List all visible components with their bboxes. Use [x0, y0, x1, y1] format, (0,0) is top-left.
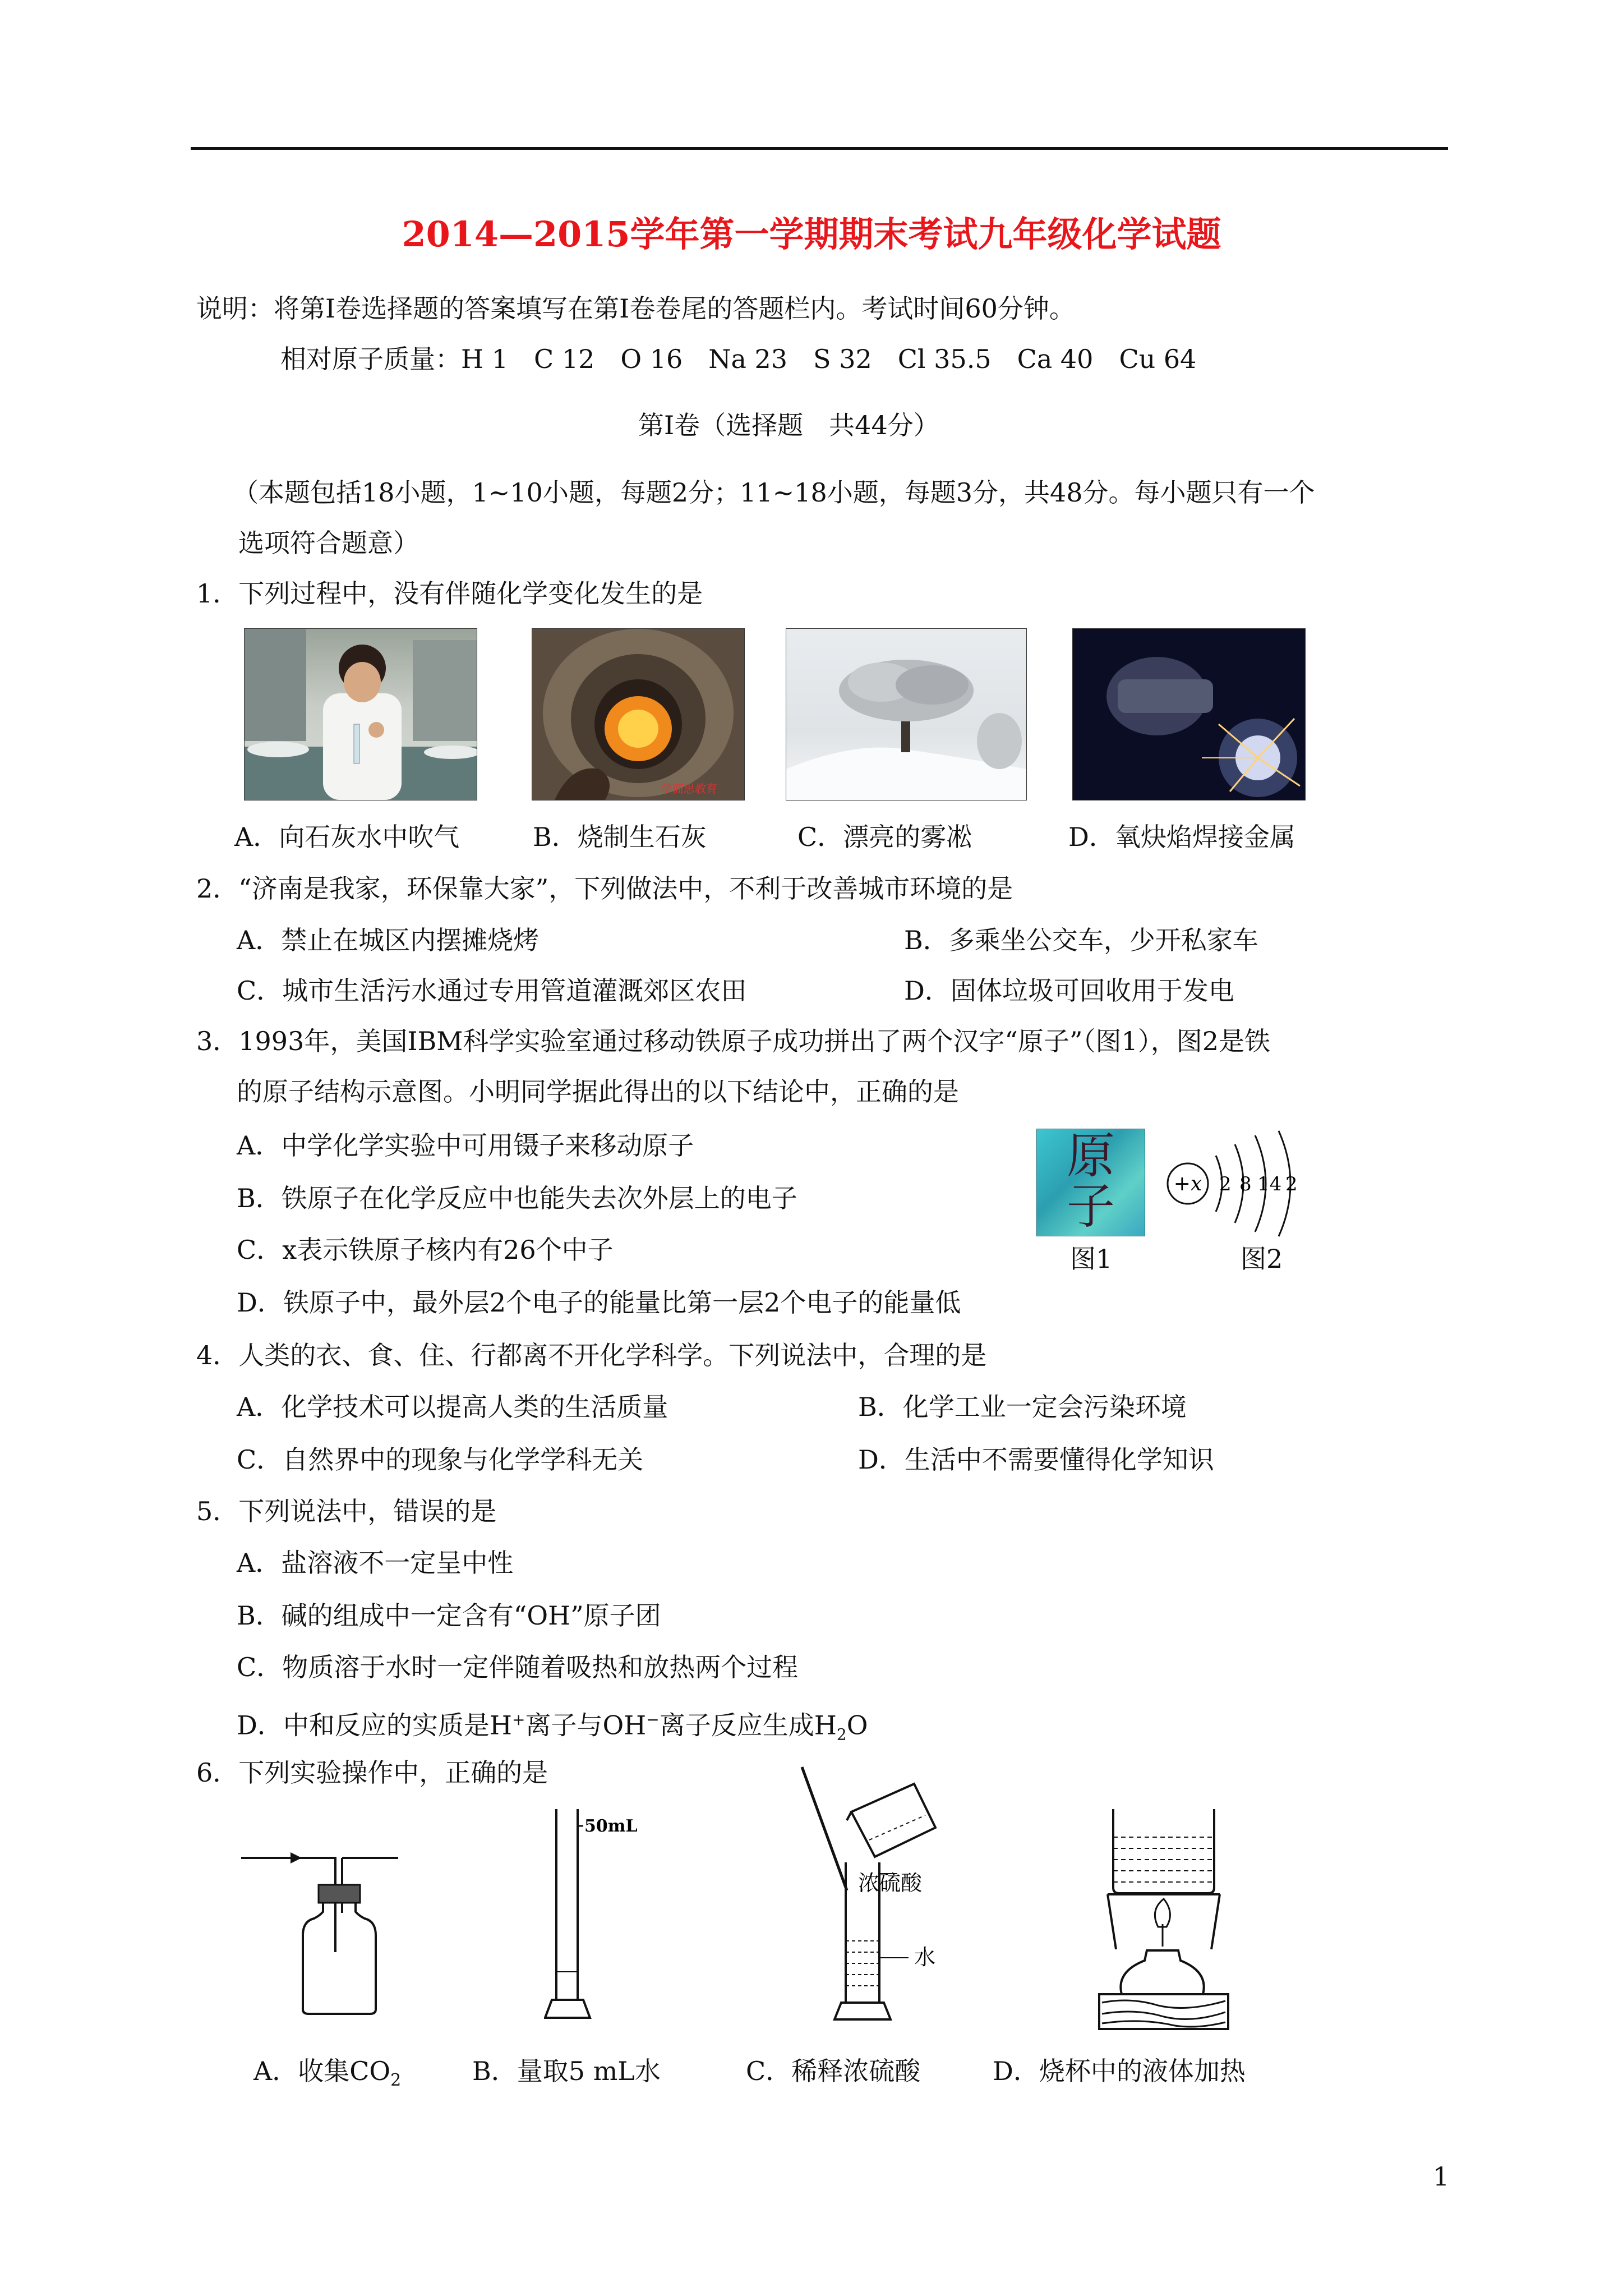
- q6-figure-c-dilution: [785, 1761, 976, 2025]
- q3-figure1-char1: 原: [1067, 1128, 1115, 1184]
- q6-figure-b-measuring-cylinder: [544, 1803, 656, 2022]
- q6-cylinder-label: 50mL: [584, 1816, 638, 1836]
- q3-figure2-nucleus-label: +x: [1173, 1172, 1202, 1195]
- q5-option-b: B．碱的组成中一定含有“OH”原子团: [237, 1600, 661, 1631]
- q3-figure1-caption: 图1: [1070, 1244, 1113, 1274]
- q6-option-a: A．收集$CO_2$: [253, 2056, 402, 2091]
- q1-option-b: B．烧制生石灰: [533, 822, 707, 852]
- q1-option-d: D．氧炔焰焊接金属: [1068, 822, 1295, 852]
- q6-option-d: D．烧杯中的液体加热: [993, 2056, 1246, 2086]
- q6-figure-a-gas-bottle: [236, 1829, 415, 2019]
- q2-option-d: D．固体垃圾可回收用于发电: [904, 976, 1234, 1006]
- q1-option-c: C．漂亮的雾凇: [797, 822, 972, 852]
- q6-water-label: 水: [914, 1945, 936, 1970]
- q6-stem: 6．下列实验操作中，正确的是: [196, 1757, 548, 1788]
- q1-photo-welding: [1072, 628, 1306, 800]
- q1-stem: 1．下列过程中，没有伴随化学变化发生的是: [196, 578, 703, 609]
- q3-shell-3-count: 14: [1257, 1173, 1282, 1195]
- q1-photo-student: [244, 628, 477, 800]
- q3-option-c: C．x表示铁原子核内有26个中子: [237, 1235, 614, 1265]
- q5-option-d: D．中和反应的实质是H+离子与OH−离子反应生成$H_2O$: [237, 1710, 868, 1744]
- exam-title: 2014—2015学年第一学期期末考试九年级化学试题: [402, 214, 1221, 255]
- q3-shell-1-count: 2: [1219, 1173, 1232, 1195]
- q3-shell-4-count: 2: [1285, 1173, 1298, 1195]
- header-rule: [191, 147, 1448, 150]
- q3-figure1-char2: 子: [1067, 1179, 1115, 1235]
- q1-option-a: A．向石灰水中吹气: [234, 822, 460, 852]
- q2-stem: 2．“济南是我家，环保靠大家”，下列做法中，不利于改善城市环境的是: [196, 873, 1013, 904]
- q3-shell-2-count: 8: [1239, 1173, 1252, 1195]
- q4-option-c: C．自然界中的现象与化学学科无关: [237, 1444, 644, 1475]
- q3-stem-line1: 3．1993年，美国IBM科学实验室通过移动铁原子成功拼出了两个汉字“原子”（图1），图2是铁: [196, 1026, 1270, 1056]
- section-title: 第Ⅰ卷（选择题 共44分）: [638, 410, 939, 440]
- q3-option-d: D．铁原子中，最外层2个电子的能量比第一层2个电子的能量低: [237, 1287, 961, 1318]
- q4-option-a: A．化学技术可以提高人类的生活质量: [237, 1392, 668, 1422]
- atomic-mass-line: 相对原子质量：H 1 C 12 O 16 Na 23 S 32 Cl 35.5 Ca 40 Cu 64: [280, 344, 1197, 374]
- instructions-note: 说明：将第Ⅰ卷选择题的答案填写在第Ⅰ卷卷尾的答题栏内。考试时间60分钟。: [196, 293, 1075, 324]
- q2-option-b: B．多乘坐公交车，少开私家车: [904, 925, 1258, 955]
- q2-option-a: A．禁止在城区内摆摊烧烤: [237, 925, 540, 955]
- q2-option-c: C．城市生活污水通过专用管道灌溉郊区农田: [237, 976, 747, 1006]
- q3-figure2-caption: 图2: [1241, 1244, 1283, 1274]
- q1-photo-kiln: [532, 628, 745, 800]
- q6-acid-label: 浓硫酸: [858, 1871, 923, 1895]
- q6-option-c: C．稀释浓硫酸: [746, 2056, 921, 2086]
- q4-stem: 4．人类的衣、食、住、行都离不开化学科学。下列说法中，合理的是: [196, 1340, 987, 1370]
- q3-option-b: B．铁原子在化学反应中也能失去次外层上的电子: [237, 1183, 797, 1213]
- q6-figure-d-heating-beaker: [1096, 1803, 1237, 2033]
- q1-photo-rime-tree: [786, 628, 1027, 800]
- q3-figure1-atom-image: [1036, 1129, 1145, 1236]
- q4-option-d: D．生活中不需要懂得化学知识: [858, 1444, 1214, 1475]
- q1-kiln-watermark: 学而思教育: [661, 782, 717, 795]
- q3-figure2-atom-diagram: [1161, 1128, 1324, 1240]
- q3-option-a: A．中学化学实验中可用镊子来移动原子: [237, 1130, 694, 1161]
- q6-option-b: B．量取5 mL水: [472, 2056, 661, 2086]
- section-desc-line2: 选项符合题意）: [238, 528, 419, 558]
- q3-stem-line2: 的原子结构示意图。小明同学据此得出的以下结论中，正确的是: [237, 1076, 959, 1107]
- q5-option-a: A．盐溶液不一定呈中性: [237, 1548, 514, 1578]
- section-desc-line1: （本题包括18小题，1~10小题，每题2分；11~18小题，每题3分，共48分。每小题只有一个: [233, 477, 1315, 508]
- q5-stem: 5．下列说法中，错误的是: [196, 1496, 497, 1526]
- q5-option-c: C．物质溶于水时一定伴随着吸热和放热两个过程: [237, 1652, 799, 1682]
- page-number: 1: [1433, 2161, 1450, 2192]
- q4-option-b: B．化学工业一定会污染环境: [858, 1392, 1187, 1422]
